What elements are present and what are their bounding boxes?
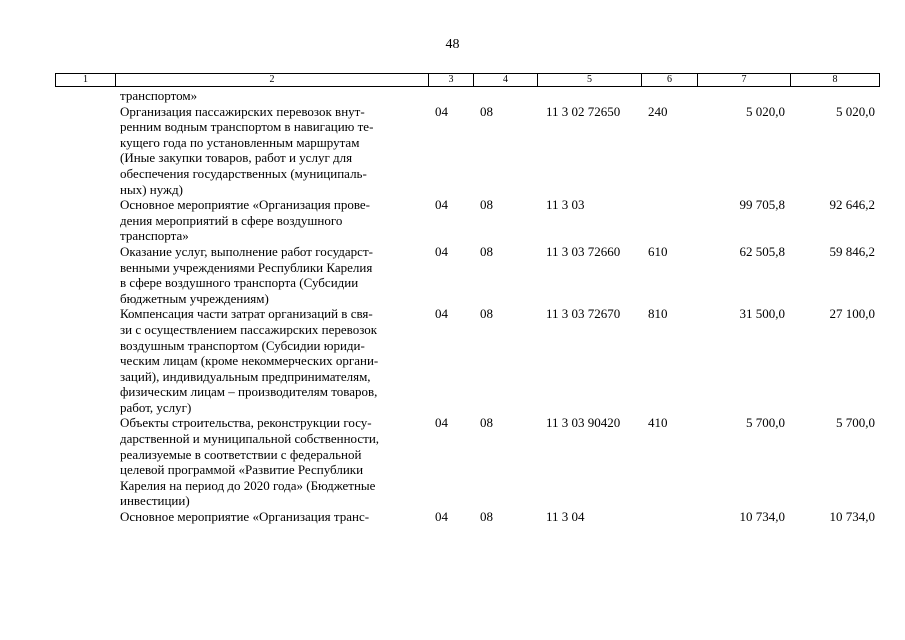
- row-description: [120, 104, 430, 198]
- page-number: 48: [445, 37, 460, 52]
- cell-subsection: 08: [480, 197, 493, 213]
- cell-amount-1: 10 734,0: [739, 509, 785, 525]
- cell-expense-type: 610: [648, 243, 668, 259]
- cell-amount-2: 27 100,0: [829, 306, 875, 322]
- row-description: [120, 509, 430, 525]
- description-line: Компенсация части затрат организаций в свя-: [120, 306, 373, 322]
- description-line: физическим лицам – производителям товаров,: [120, 384, 378, 400]
- cell-section: 04: [435, 509, 448, 525]
- cell-section: 04: [435, 415, 448, 431]
- header-col-5: 5: [538, 74, 642, 86]
- description-line: дарственной и муниципальной собственности,: [120, 431, 380, 447]
- table-row: [0, 104, 905, 198]
- description-line: транспорта»: [120, 228, 189, 244]
- header-col-4: 4: [474, 74, 538, 86]
- cell-amount-2: 92 646,2: [829, 197, 875, 213]
- description-line: реализуемые в соответствии с федеральной: [120, 446, 362, 462]
- cell-amount-1: 99 705,8: [739, 197, 785, 213]
- cell-section: 04: [435, 306, 448, 322]
- description-line: кущего года по установленным маршрутам: [120, 134, 360, 150]
- cell-amount-1: 62 505,8: [739, 243, 785, 259]
- description-line: обеспечения государственных (муниципаль-: [120, 165, 367, 181]
- description-line: инвестиции): [120, 493, 190, 509]
- cell-section: 04: [435, 243, 448, 259]
- cell-subsection: 08: [480, 243, 493, 259]
- description-line: бюджетным учреждениям): [120, 290, 269, 306]
- description-line: Объекты строительства, реконструкции госу-: [120, 415, 372, 431]
- description-line: Организация пассажирских перевозок внут-: [120, 103, 365, 119]
- cell-section: 04: [435, 103, 448, 119]
- description-line: воздушным транспортом (Субсидии юриди-: [120, 337, 365, 353]
- cell-expense-type: 810: [648, 306, 668, 322]
- cell-subsection: 08: [480, 103, 493, 119]
- cell-target-article: 11 3 02 72650: [546, 103, 621, 119]
- header-col-7: 7: [698, 74, 791, 86]
- description-line: транспортом»: [120, 88, 198, 103]
- cell-amount-1: 5 020,0: [746, 103, 785, 119]
- header-col-1: 1: [56, 74, 116, 86]
- cell-subsection: 08: [480, 306, 493, 322]
- description-line: венными учреждениями Республики Карелия: [120, 259, 373, 275]
- description-line: Карелия на период до 2020 года» (Бюджетные: [120, 477, 376, 493]
- description-line: ческим лицам (кроме некоммерческих органи-: [120, 353, 379, 369]
- row-description: [120, 197, 430, 244]
- table-row: [0, 197, 905, 244]
- table-row: [0, 88, 905, 104]
- cell-subsection: 08: [480, 509, 493, 525]
- table-row: [0, 509, 905, 525]
- cell-expense-type: 410: [648, 415, 668, 431]
- header-col-2: 2: [116, 74, 429, 86]
- description-line: работ, услуг): [120, 399, 192, 415]
- row-description: [120, 306, 430, 415]
- cell-amount-1: 31 500,0: [739, 306, 785, 322]
- cell-expense-type: 240: [648, 103, 668, 119]
- cell-amount-2: 59 846,2: [829, 243, 875, 259]
- description-line: зи с осуществлением пассажирских перевозок: [120, 321, 378, 337]
- header-col-8: 8: [832, 74, 838, 85]
- cell-subsection: 08: [480, 415, 493, 431]
- cell-section: 04: [435, 197, 448, 213]
- description-line: Оказание услуг, выполнение работ государст-: [120, 243, 373, 259]
- cell-amount-2: 10 734,0: [829, 509, 875, 525]
- row-description: [120, 88, 430, 104]
- header-col-3: 3: [429, 74, 474, 86]
- description-line: ных) нужд): [120, 181, 183, 197]
- row-description: [120, 244, 430, 306]
- cell-target-article: 11 3 03 90420: [546, 415, 621, 431]
- header-col-6: 6: [642, 74, 698, 86]
- description-line: ренним водным транспортом в навигацию те-: [120, 119, 374, 135]
- table-row: [0, 306, 905, 415]
- description-line: Основное мероприятие «Организация транс-: [120, 509, 370, 525]
- table-row: [0, 415, 905, 509]
- description-line: (Иные закупки товаров, работ и услуг для: [120, 150, 353, 166]
- cell-amount-2: 5 020,0: [836, 103, 875, 119]
- cell-target-article: 11 3 03 72660: [546, 243, 621, 259]
- description-line: в сфере воздушного транспорта (Субсидии: [120, 275, 359, 291]
- cell-target-article: 11 3 03 72670: [546, 306, 621, 322]
- table-header: [55, 73, 880, 87]
- description-line: заций), индивидуальным предпринимателям,: [120, 368, 371, 384]
- description-line: целевой программой «Развитие Республики: [120, 462, 364, 478]
- row-description: [120, 415, 430, 509]
- table-body: [0, 88, 905, 525]
- description-line: Основное мероприятие «Организация прове-: [120, 197, 371, 213]
- cell-target-article: 11 3 04: [546, 509, 585, 525]
- description-line: дения мероприятий в сфере воздушного: [120, 212, 343, 228]
- cell-amount-2: 5 700,0: [836, 415, 875, 431]
- table-row: [0, 244, 905, 306]
- cell-target-article: 11 3 03: [546, 197, 585, 213]
- cell-amount-1: 5 700,0: [746, 415, 785, 431]
